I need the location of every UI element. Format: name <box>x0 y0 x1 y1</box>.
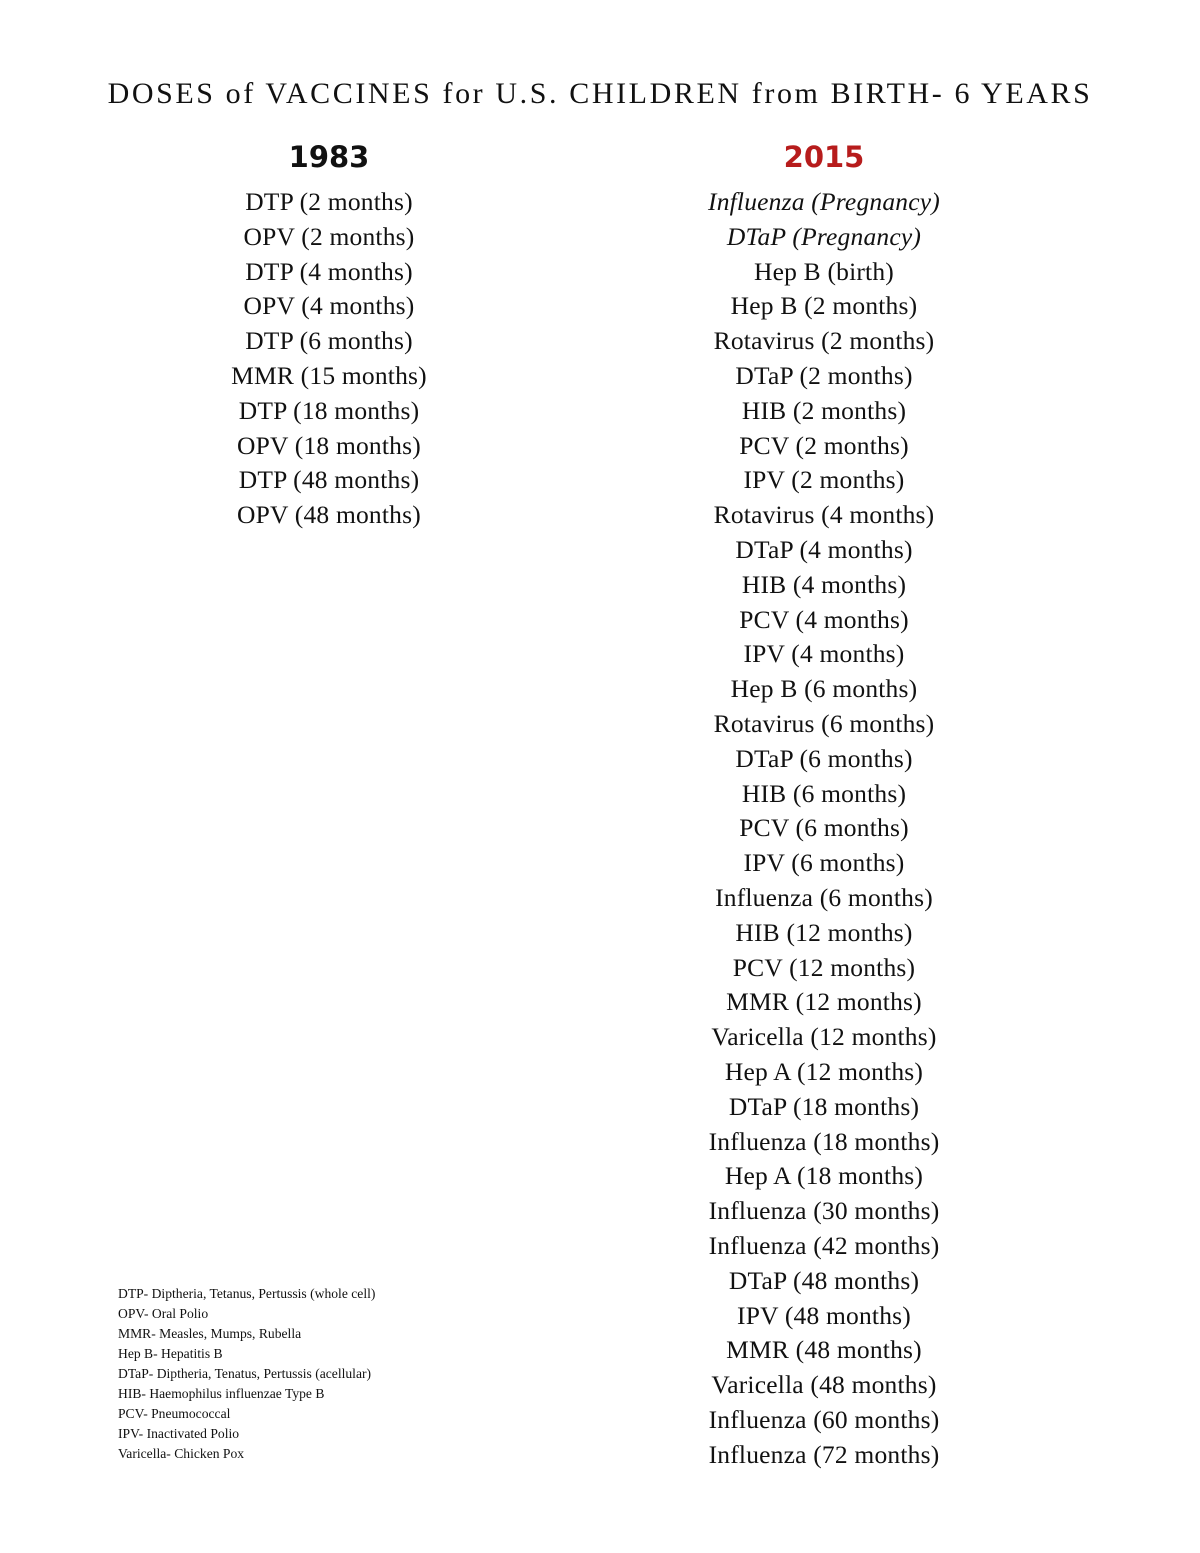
legend-item: HIB- Haemophilus influenzae Type B <box>118 1386 325 1401</box>
column-1983 <box>179 136 479 533</box>
dose-item: DTaP (18 months) <box>728 1091 920 1121</box>
dose-item: Rotavirus (4 months) <box>713 500 935 530</box>
dose-item: HIB (6 months) <box>741 778 907 808</box>
dose-item: DTP (18 months) <box>238 395 420 425</box>
dose-item: Hep B (6 months) <box>730 674 918 704</box>
dose-item: Hep B (2 months) <box>730 291 918 321</box>
dose-item: Varicella (12 months) <box>711 1022 937 1052</box>
dose-item: PCV (12 months) <box>732 952 916 982</box>
legend-item: DTaP- Diptheria, Tenatus, Pertussis (acellular) <box>118 1366 372 1381</box>
dose-item: IPV (6 months) <box>743 848 905 878</box>
dose-item: MMR (15 months) <box>231 360 427 390</box>
legend-item: MMR- Measles, Mumps, Rubella <box>118 1326 302 1341</box>
dose-item: IPV (48 months) <box>737 1300 911 1330</box>
dose-item: MMR (48 months) <box>726 1335 922 1365</box>
dose-item: OPV (18 months) <box>237 430 421 460</box>
dose-item: DTaP (6 months) <box>735 743 913 773</box>
year-heading-1983: 1983 <box>288 140 370 174</box>
dose-item: Influenza (60 months) <box>708 1404 940 1434</box>
dose-item: DTaP (2 months) <box>735 360 913 390</box>
dose-item: PCV (2 months) <box>739 430 909 460</box>
dose-item: HIB (4 months) <box>741 569 907 599</box>
dose-item: Hep A (18 months) <box>724 1161 924 1191</box>
legend-item: Varicella- Chicken Pox <box>118 1446 245 1461</box>
dose-list-1983 <box>179 185 479 533</box>
dose-item: MMR (12 months) <box>726 987 922 1017</box>
dose-item: PCV (6 months) <box>739 813 909 843</box>
dose-item: PCV (4 months) <box>739 604 909 634</box>
dose-item: Hep B (birth) <box>754 256 894 286</box>
dose-item: Hep A (12 months) <box>724 1056 924 1086</box>
column-2015 <box>624 136 1024 1472</box>
dose-item: DTaP (Pregnancy) <box>726 221 922 251</box>
dose-item: Influenza (42 months) <box>708 1230 940 1260</box>
year-heading-2015: 2015 <box>783 140 865 174</box>
abbreviation-legend <box>118 1284 375 1464</box>
legend-item: OPV- Oral Polio <box>118 1306 209 1321</box>
legend-item: IPV- Inactivated Polio <box>118 1426 240 1441</box>
dose-item: DTP (48 months) <box>238 465 420 495</box>
dose-item: Rotavirus (6 months) <box>713 708 935 738</box>
dose-item: Rotavirus (2 months) <box>713 326 935 356</box>
dose-item: HIB (2 months) <box>741 395 907 425</box>
dose-item: DTP (2 months) <box>245 187 413 216</box>
dose-item: HIB (12 months) <box>735 917 913 947</box>
dose-item: OPV (48 months) <box>237 500 421 530</box>
dose-item: Influenza (Pregnancy) <box>708 187 940 216</box>
legend-item: Hep B- Hepatitis B <box>118 1346 223 1361</box>
dose-item: Varicella (48 months) <box>711 1370 937 1400</box>
dose-item: OPV (4 months) <box>243 291 415 321</box>
dose-item: Influenza (72 months) <box>708 1439 940 1469</box>
page-title: DOSES of VACCINES for U.S. CHILDREN from BIRTH- 6 YEARS <box>107 77 1093 110</box>
dose-item: IPV (4 months) <box>743 639 905 669</box>
dose-item: DTaP (4 months) <box>735 534 913 564</box>
dose-item: Influenza (30 months) <box>708 1196 940 1226</box>
dose-item: Influenza (18 months) <box>708 1126 940 1156</box>
dose-item: DTaP (48 months) <box>728 1265 920 1295</box>
dose-list-2015 <box>624 185 1024 1472</box>
dose-item: DTP (6 months) <box>245 326 413 356</box>
dose-item: Influenza (6 months) <box>715 882 933 912</box>
dose-item: DTP (4 months) <box>245 256 413 286</box>
dose-item: IPV (2 months) <box>743 465 905 495</box>
dose-item: OPV (2 months) <box>243 221 415 251</box>
legend-item: DTP- Diptheria, Tetanus, Pertussis (whole cell) <box>118 1286 376 1301</box>
legend-item: PCV- Pneumococcal <box>118 1406 231 1421</box>
